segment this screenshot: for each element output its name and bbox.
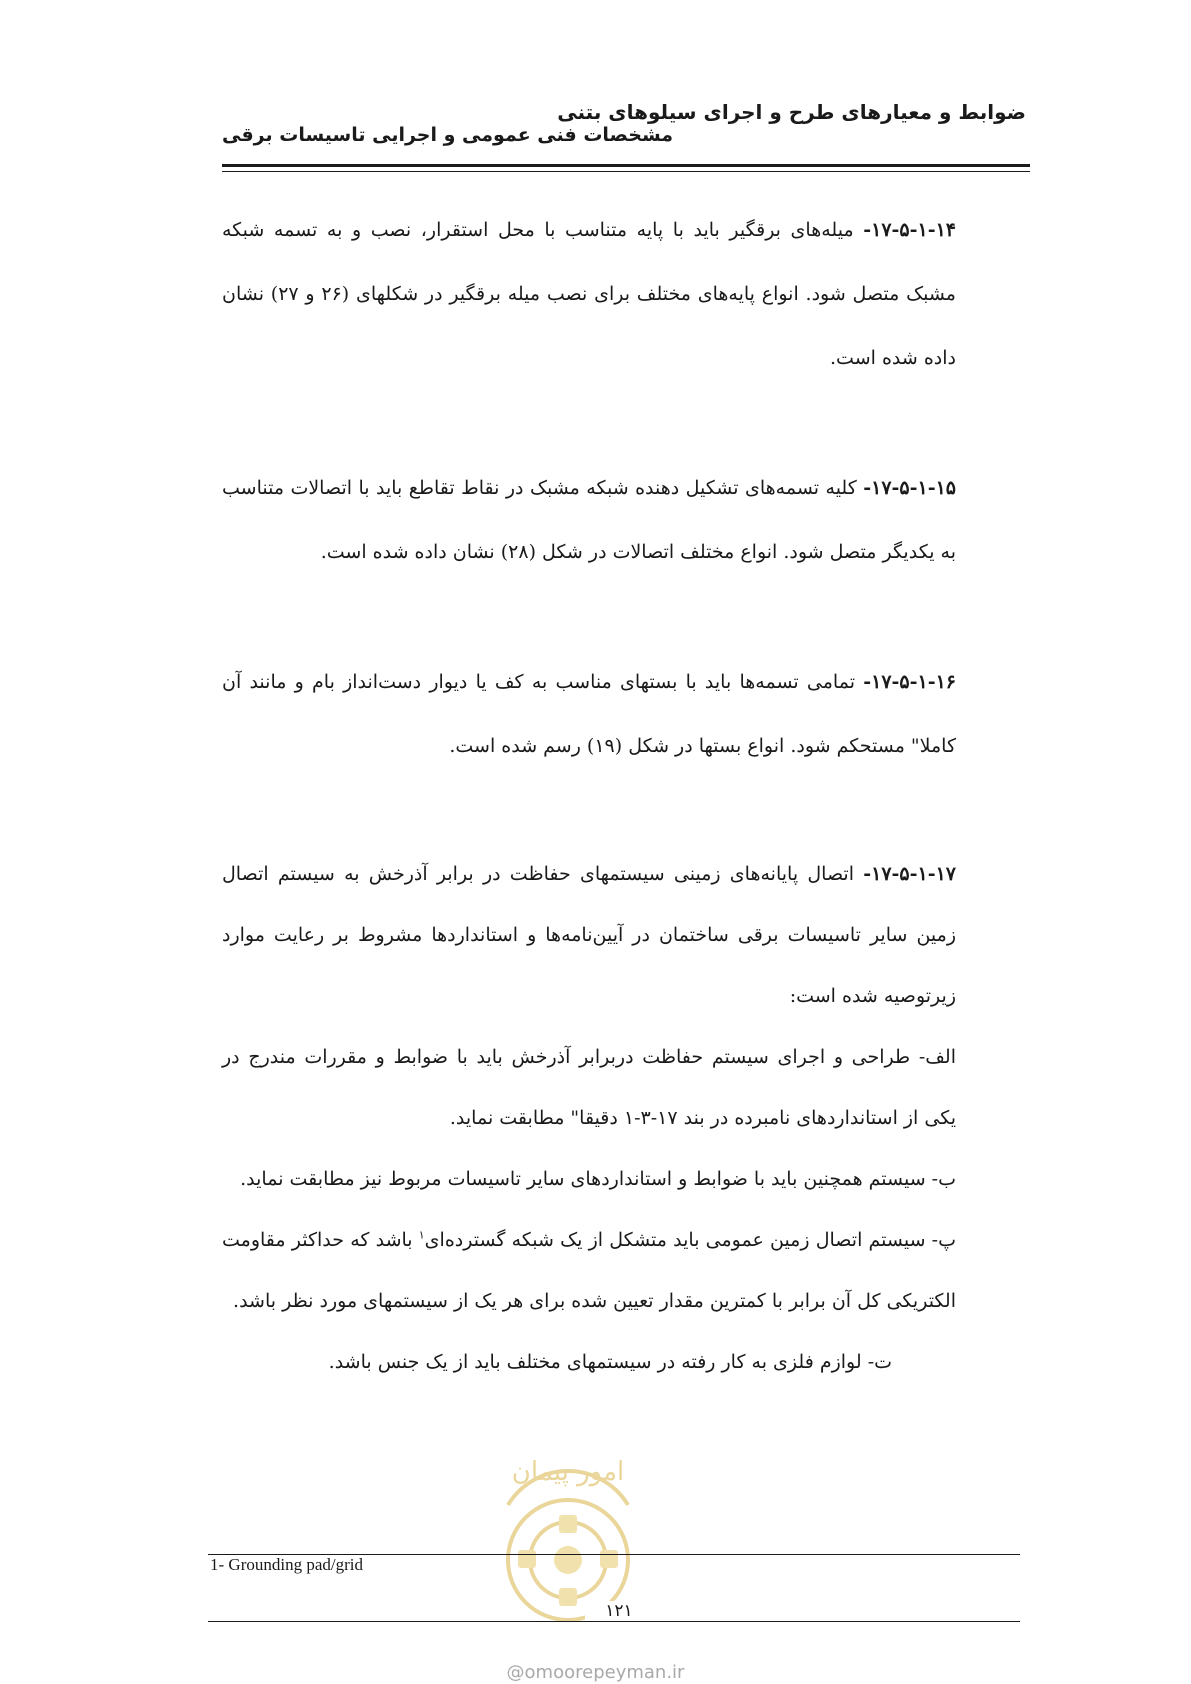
list-item-pe	[222, 1210, 956, 1332]
running-header-right: ضوابط و معیارهای طرح و اجرای سیلوهای بتنی	[557, 100, 1026, 124]
page-number: ۱۲۱	[585, 1601, 653, 1621]
list-item-alef: الف- طراحی و اجرای سیستم حفاظت دربرابر آذرخش باید با ضوابط و مقررات مندرج در یکی از استانداردهای نامبرده در بند ۱۷-۳-۱ دقیقا" مطابقت نماید.	[222, 1046, 956, 1129]
at-icon: @	[506, 1662, 525, 1683]
watermark-site	[0, 1662, 1191, 1683]
footnote-marker: ۱	[418, 1228, 425, 1242]
list-item-pe-text-cont: باشد که حداکثر مقاومت الکتریکی کل آن برابر با کمترین مقدار تعیین شده برای هر یک از سیستمهای مورد نظر باشد.	[222, 1229, 956, 1312]
clause-number: ۱۷-۵-۱-۱۴-	[863, 219, 956, 241]
footnote: 1- Grounding pad/grid	[210, 1555, 363, 1574]
page-bottom-rule	[208, 1621, 1020, 1622]
paragraph-17-5-1-15	[222, 456, 956, 584]
watermark-site-text: omoorepeyman.ir	[524, 1662, 685, 1683]
clause-number: ۱۷-۵-۱-۱۷-	[863, 863, 956, 885]
clause-number: ۱۷-۵-۱-۱۵-	[863, 477, 956, 499]
clause-text: کلیه تسمه‌های تشکیل دهنده شبکه مشبک در نقاط تقاطع باید با اتصالات متناسب به یکدیگر متصل شود. انواع مختلف اتصالات در شکل (۲۸) نشان داده شده است.	[222, 477, 956, 563]
header-rule-thick	[222, 164, 1030, 167]
clause-lead	[222, 844, 956, 1027]
body-text	[222, 198, 956, 1393]
paragraph-17-5-1-14	[222, 198, 956, 390]
paragraph-17-5-1-16	[222, 650, 956, 778]
clause-number: ۱۷-۵-۱-۱۶-	[863, 671, 956, 693]
header-rule-thin	[222, 171, 1030, 172]
list-item-be: ب- سیستم همچنین باید با ضوابط و استانداردهای سایر تاسیسات مربوط نیز مطابقت نماید.	[240, 1168, 956, 1190]
list-item-te: ت- لوازم فلزی به کار رفته در سیستمهای مختلف باید از یک جنس باشد.	[328, 1351, 892, 1373]
clause-text: میله‌های برقگیر باید با پایه متناسب با محل استقرار، نصب و به تسمه شبکه مشبک متصل شود. انواع پایه‌های مختلف برای نصب میله برقگیر در شکلهای (۲۶ و ۲۷) نشان داده شده است.	[222, 219, 956, 369]
paragraph-17-5-1-17	[222, 844, 956, 1393]
running-header-left: مشخصات فنی عمومی و اجرایی تاسیسات برقی	[222, 124, 674, 146]
list-item-pe-text: پ- سیستم اتصال زمین عمومی باید متشکل از یک شبکه گسترده‌ای	[424, 1229, 956, 1251]
watermark-logo-text: امور پیمان	[511, 1457, 625, 1487]
clause-text: تمامی تسمه‌ها باید با بستهای مناسب به کف یا دیوار دست‌انداز بام و مانند آن کاملا" مستحکم شود. انواع بستها در شکل (۱۹) رسم شده است.	[222, 671, 956, 757]
clause-text: اتصال پایانه‌های زمینی سیستمهای حفاظت در برابر آذرخش به سیستم اتصال زمین سایر تاسیسات برقی ساختمان در آیین‌نامه‌ها و استانداردها مشروط بر رعایت موارد زیرتوصیه شده است:	[222, 863, 956, 1007]
